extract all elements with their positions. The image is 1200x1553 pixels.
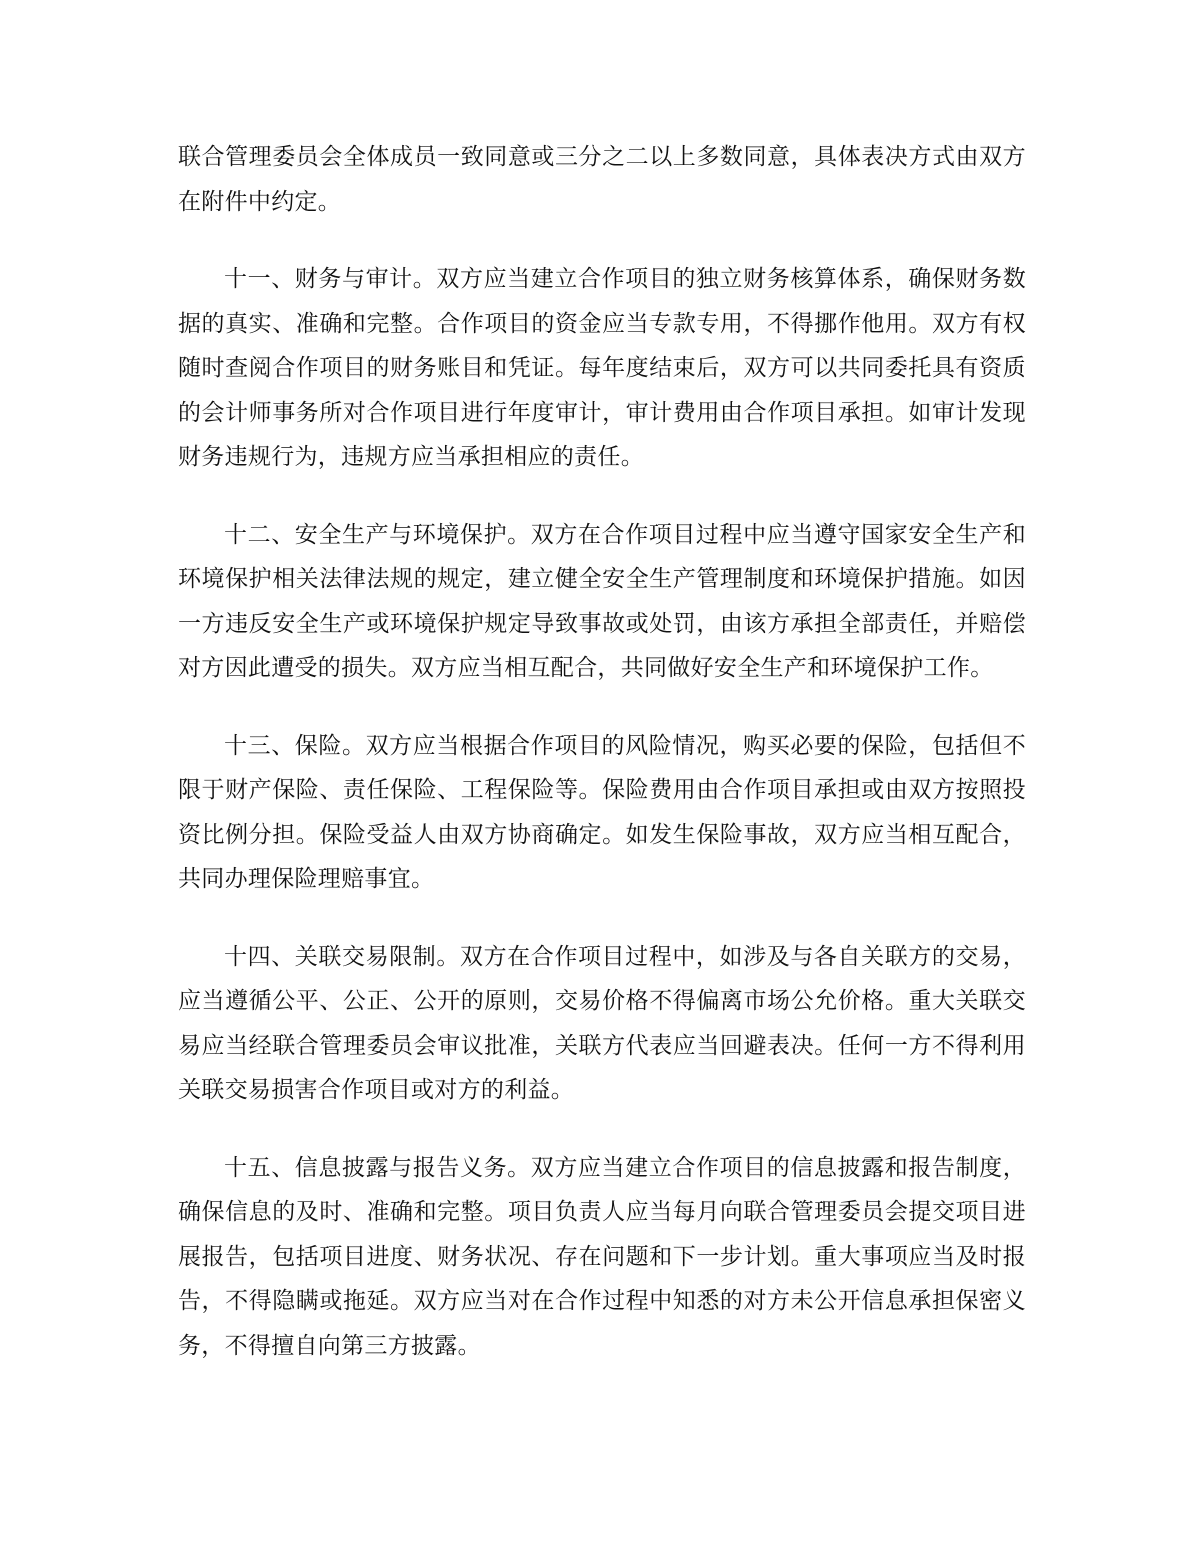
document-body bbox=[178, 135, 1026, 1401]
paragraph-related-transactions: 十四、关联交易限制。双方在合作项目过程中，如涉及与各自关联方的交易，应当遵循公平、公正、公开的原则，交易价格不得偏离市场公允价格。重大关联交易应当经联合管理委员会审议批准，关联方代表应当回避表决。任何一方不得利用关联交易损害合作项目或对方的利益。 bbox=[178, 943, 1026, 1103]
paragraph-insurance: 十三、保险。双方应当根据合作项目的风险情况，购买必要的保险，包括但不限于财产保险、责任保险、工程保险等。保险费用由合作项目承担或由双方按照投资比例分担。保险受益人由双方协商确定。如发生保险事故，双方应当相互配合，共同办理保险理赔事宜。 bbox=[178, 732, 1026, 892]
paragraph-safety-environment: 十二、安全生产与环境保护。双方在合作项目过程中应当遵守国家安全生产和环境保护相关法律法规的规定，建立健全安全生产管理制度和环境保护措施。如因一方违反安全生产或环境保护规定导致事故或处罚，由该方承担全部责任，并赔偿对方因此遭受的损失。双方应当相互配合，共同做好安全生产和环境保护工作。 bbox=[178, 521, 1026, 681]
paragraph-disclosure-reporting: 十五、信息披露与报告义务。双方应当建立合作项目的信息披露和报告制度，确保信息的及时、准确和完整。项目负责人应当每月向联合管理委员会提交项目进展报告，包括项目进度、财务状况、存在问题和下一步计划。重大事项应当及时报告，不得隐瞒或拖延。双方应当对在合作过程中知悉的对方未公开信息承担保密义务，不得擅自向第三方披露。 bbox=[178, 1154, 1026, 1359]
paragraph-continuation: 联合管理委员会全体成员一致同意或三分之二以上多数同意，具体表决方式由双方在附件中约定。 bbox=[178, 144, 1026, 215]
paragraph-finance-audit: 十一、财务与审计。双方应当建立合作项目的独立财务核算体系，确保财务数据的真实、准确和完整。合作项目的资金应当专款专用，不得挪作他用。双方有权随时查阅合作项目的财务账目和凭证。每年度结束后，双方可以共同委托具有资质的会计师事务所对合作项目进行年度审计，审计费用由合作项目承担。如审计发现财务违规行为，违规方应当承担相应的责任。 bbox=[178, 266, 1026, 470]
